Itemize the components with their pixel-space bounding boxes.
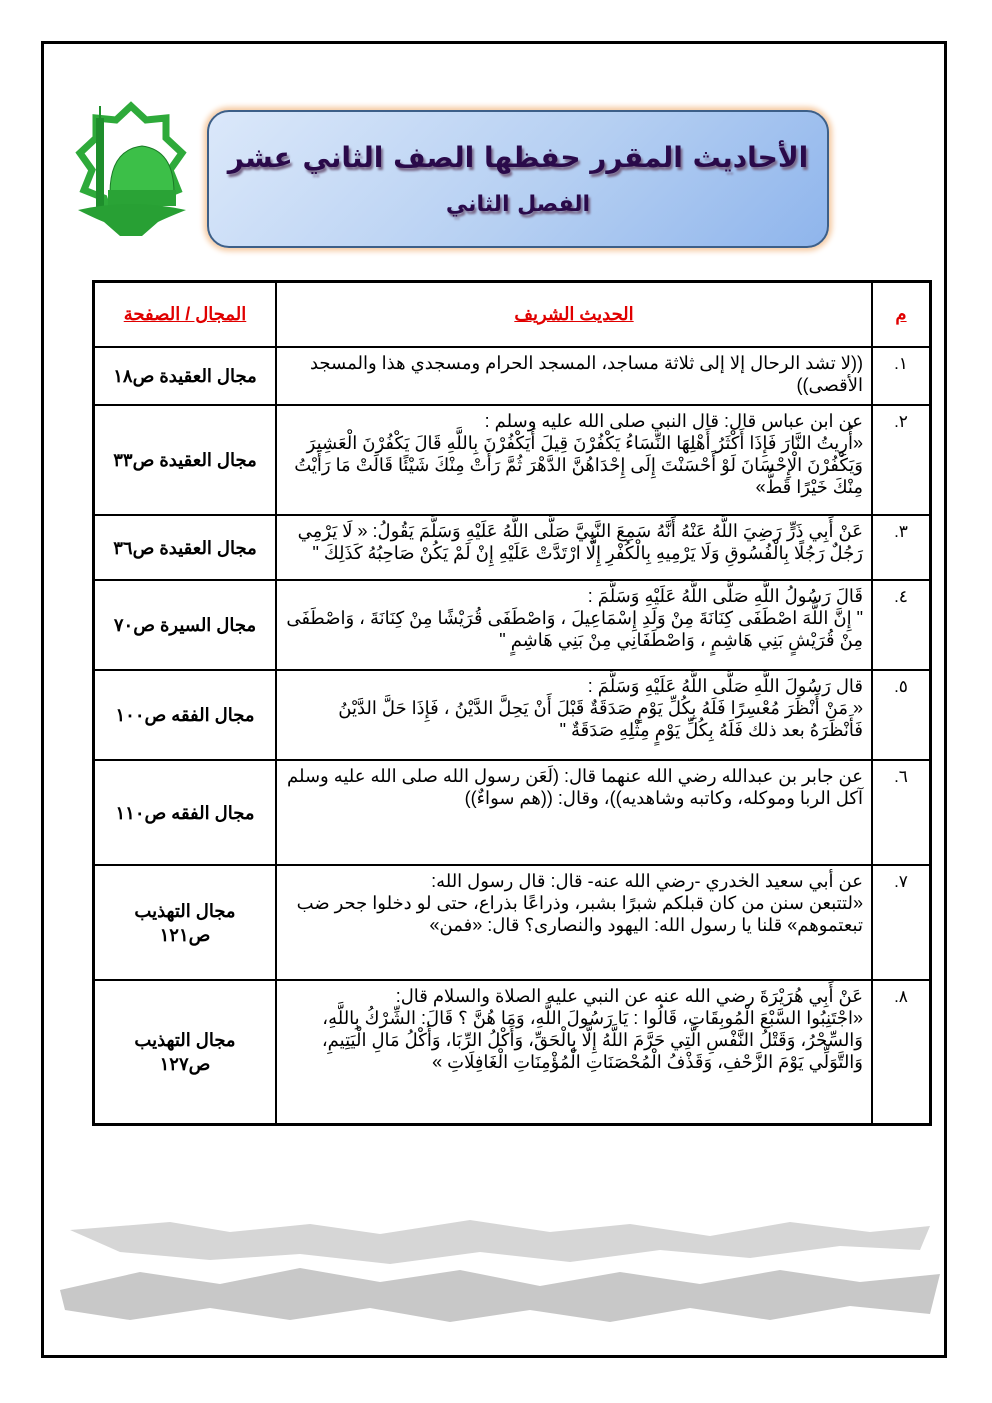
table-row [94,405,931,515]
mosque-logo-icon [66,98,196,238]
column-header-domain: المجال / الصفحة [94,282,277,348]
hadith-text: قال رَسُولَ اللَّهِ صَلَّى اللَّهُ عَلَيْهِ وَسَلَّمَ : « مَنْ أَنْظَرَ مُعْسِرًا فَلَهُ بِكُلِّ يَوْمٍ صَدَقَةٌ قَبْلَ أَنْ يَحِلَّ الدَّيْنُ ، فَإِذَا حَلَّ الدَّيْنُ فَأَنْظَرَهُ بعد ذلك فَلَهُ بِكُلِّ يَوْمٍ مِثْلِهِ صَدَقَةٌ " [276,670,872,760]
table-row [94,670,931,760]
hadith-text: قَالَ رَسُولُ اللَّهِ صَلَّى اللَّهُ عَلَيْهِ وَسَلَّمَ : " إِنَّ اللَّهَ اصْطَفَى كِنَانَةَ مِنْ وَلَدِ إِسْمَاعِيلَ ، وَاصْطَفَى قُرَيْشًا مِنْ كِنَانَةَ ، وَاصْطَفَى مِنْ قُرَيْشٍ بَنِي هَاشِمٍ ، وَاصْطَفَانِي مِنْ بَنِي هَاشِمٍ " [276,580,872,670]
hadith-text: عن جابر بن عبدالله رضي الله عنهما قال: (لَعَن رسول الله صلى الله عليه وسلم آكل الربا وموكله، وكاتبه وشاهديه))، وقال: ((هم سواءٌ)) [276,760,872,865]
hadith-text: عَنْ أَبِي ذَرٍّ رَضِيَ اللَّهُ عَنْهُ أَنَّهُ سَمِعَ النَّبِيَّ صَلَّى اللَّهُ عَلَيْهِ وَسَلَّمَ يَقُولُ: « لَا يَرْمِي رَجُلٌ رَجُلًا بِالْفُسُوقِ وَلَا يَرْمِيهِ بِالْكُفْرِ إِلَّا ارْتَدَّتْ عَلَيْهِ إِنْ لَمْ يَكُنْ صَاحِبُهُ كَذَلِكَ " [276,515,872,580]
hadith-text: عن أبي سعيد الخدري -رضي الله عنه- قال: قال رسول الله: «لتتبعن سنن من كان قبلكم شبرًا بشبر، وذراعًا بذراع، حتى لو دخلوا جحر ضب تبعتموهم» قلنا يا رسول الله: اليهود والنصارى؟ قال: «فمن» [276,865,872,980]
table-header-row [94,282,931,348]
domain-page: مجال التهذيب ص١٢٧ [94,980,277,1124]
title-banner [207,110,829,248]
domain-page: مجال العقيدة ص٣٦ [94,515,277,580]
row-number: ١. [872,347,931,405]
domain-page: مجال الفقه ص١١٠ [94,760,277,865]
page-subtitle: الفصل الثاني [445,192,591,217]
row-number: ٥. [872,670,931,760]
column-header-number: م [872,282,931,348]
hadith-table [92,280,932,1126]
table-row [94,980,931,1124]
hadith-text: ((لا تشد الرحال إلا إلى ثلاثة مساجد، المسجد الحرام ومسجدي هذا والمسجد الأقصى)) [276,347,872,405]
row-number: ٧. [872,865,931,980]
table-row [94,515,931,580]
domain-page: مجال العقيدة ص١٨ [94,347,277,405]
hadith-text: عن ابن عباس قال: قال النبي صلى الله عليه وسلم : «أُرِيتُ النَّارَ فَإِذَا أَكْثَرُ أَهْلِهَا النِّسَاءُ يَكْفُرْنَ قِيلَ أَيَكْفُرْنَ بِاللَّهِ قَالَ يَكْفُرْنَ الْعَشِيرَ وَيَكْفُرْنَ الْإِحْسَانَ لَوْ أَحْسَنْتَ إِلَى إِحْدَاهُنَّ الدَّهْرَ ثُمَّ رَأَتْ مِنْكَ شَيْئًا قَالَتْ مَا رَأَيْتُ مِنْكَ خَيْرًا قَطُّ» [276,405,872,515]
row-number: ٢. [872,405,931,515]
table-row [94,580,931,670]
table-row [94,760,931,865]
domain-page: مجال السيرة ص٧٠ [94,580,277,670]
row-number: ٦. [872,760,931,865]
row-number: ٣. [872,515,931,580]
row-number: ٨. [872,980,931,1124]
row-number: ٤. [872,580,931,670]
domain-page: مجال الفقه ص١٠٠ [94,670,277,760]
page-title: الأحاديث المقرر حفظها الصف الثاني عشر [227,141,809,174]
domain-page: مجال التهذيب ص١٢١ [94,865,277,980]
table-row [94,865,931,980]
domain-page: مجال العقيدة ص٣٣ [94,405,277,515]
hadith-text: عَنْ أَبِي هُرَيْرَةَ رضي الله عنه عن النبي عليه الصلاة والسلام قال: «اجْتَنِبُوا السَّبْعَ الْمُوبِقَاتِ، قَالُوا : يَا رَسُولَ اللَّهِ، وَمَا هُنَّ ؟ قَالَ: الشِّرْكُ بِاللَّهِ، وَالسِّحْرُ، وَقَتْلُ النَّفْسِ الَّتِي حَرَّمَ اللَّهُ إِلَّا بِالْحَقِّ، وَأَكْلُ الرِّبَا، وَأَكْلُ مَالِ الْيَتِيمِ، وَالتَّوَلِّي يَوْمَ الزَّحْفِ، وَقَذْفُ الْمُحْصَنَاتِ الْمُؤْمِنَاتِ الْغَافِلَاتِ » [276,980,872,1124]
decorative-map-graphic [50,1210,950,1330]
table-row [94,347,931,405]
column-header-hadith: الحديث الشريف [276,282,872,348]
